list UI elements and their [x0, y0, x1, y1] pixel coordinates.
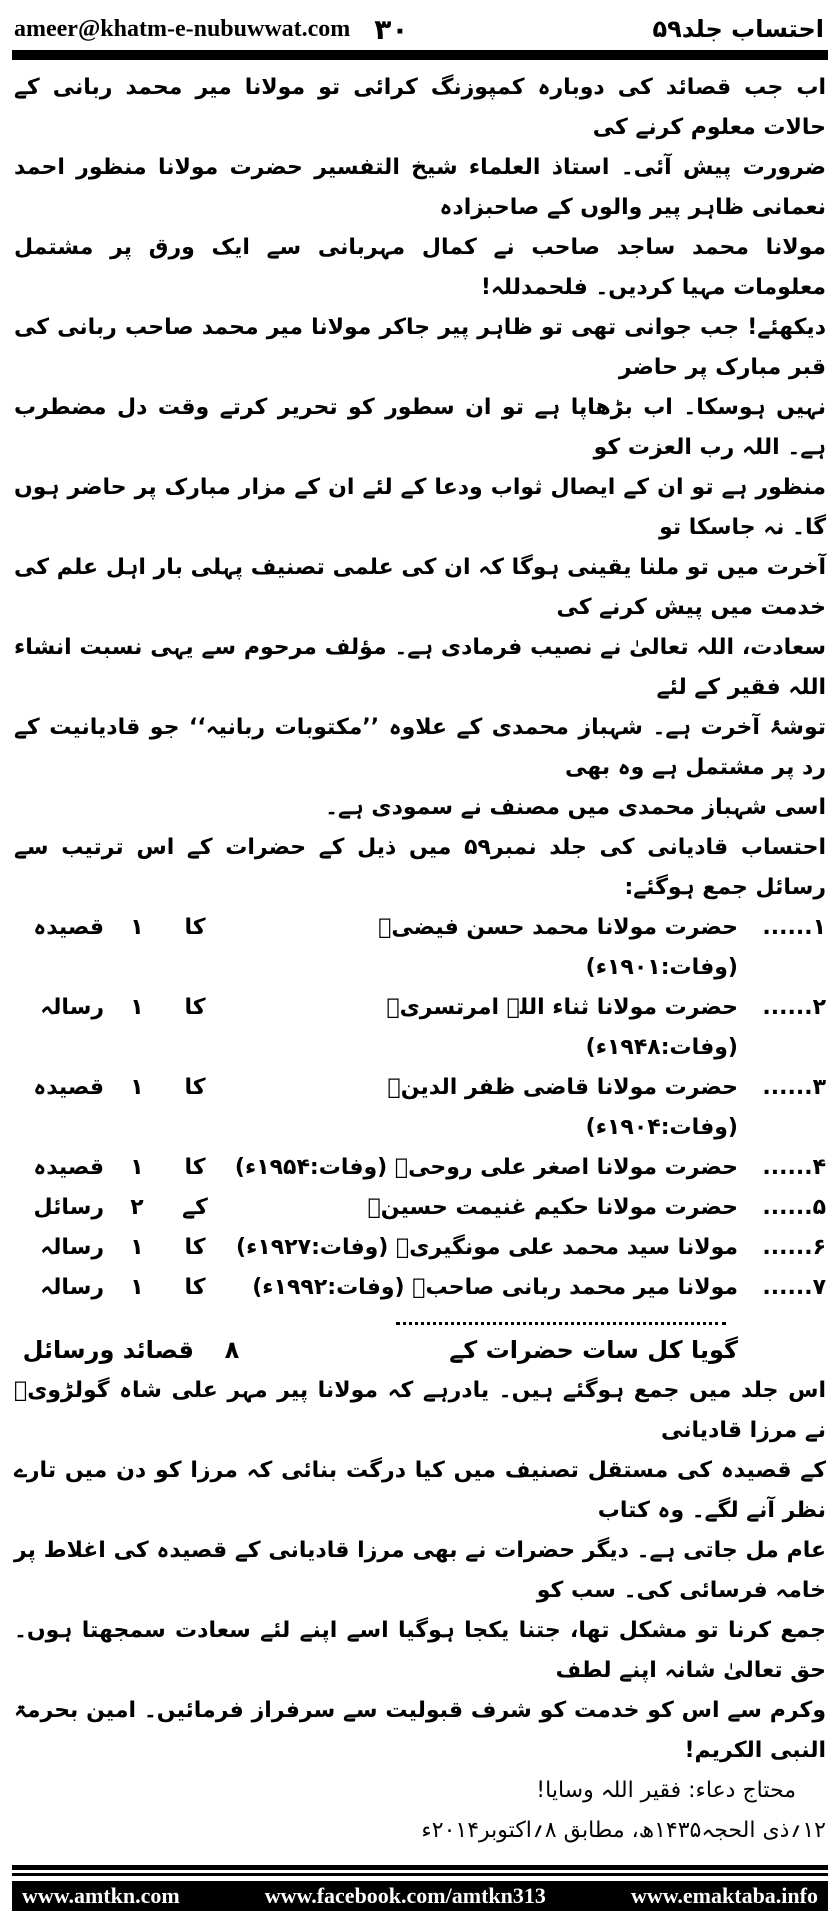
- item-name: حضرت مولانا اصغر علی روحیؒ (وفات:۱۹۵۴ء): [234, 1155, 738, 1180]
- item-link-word: کا: [184, 1155, 206, 1180]
- text-line: عام مل جاتی ہے۔ دیگر حضرات نے بھی مرزا قادیانی کے قصیدہ کی اغلاط پر خامہ فرسائی کی۔ سب کو: [14, 1538, 826, 1603]
- item-type: قصیدہ: [33, 1155, 104, 1180]
- header-left: [14, 13, 408, 46]
- list-item: [14, 1268, 826, 1308]
- summary-type: قصائد ورسائل: [22, 1336, 194, 1364]
- list-item: [14, 1148, 826, 1188]
- text-line: سعادت، اللہ تعالیٰ نے نصیب فرمادی ہے۔ مؤلف مرحوم سے یہی نسبت انشاء اللہ فقیر کے لئے: [14, 635, 826, 700]
- footer-rule-2: [12, 1873, 828, 1876]
- header-email: ameer@khatm-e-nubuwwat.com: [14, 15, 351, 42]
- list-item: [14, 1228, 826, 1268]
- item-name: حضرت مولانا محمد حسن فیضیؒ (وفات:۱۹۰۱ء): [378, 915, 738, 980]
- item-link-word: کا: [184, 995, 206, 1020]
- item-type: رسالہ: [40, 1235, 104, 1260]
- page-body: [14, 68, 826, 1851]
- list-item: [14, 988, 826, 1068]
- text-line: نہیں ہوسکا۔ اب بڑھاپا ہے تو ان سطور کو تحریر کرتے وقت دل مضطرب ہے۔ اللہ رب العزت کو: [14, 395, 826, 460]
- item-name: حضرت مولانا ثناء اللہ امرتسریؒ (وفات:۱۹۴۸ء): [386, 995, 738, 1060]
- text-line: توشۂ آخرت ہے۔ شہباز محمدی کے علاوہ ’’مکتوبات ربانیہ‘‘ جو قادیانیت کے رد پر مشتمل ہے وہ بھی: [14, 715, 826, 780]
- item-count: ۱: [130, 1235, 144, 1260]
- summary-row: [14, 1329, 826, 1371]
- item-number: ۷......: [762, 1275, 826, 1300]
- item-type: قصیدہ: [33, 915, 104, 940]
- item-link-word: کا: [184, 1275, 206, 1300]
- item-name: مولانا میر محمد ربانی صاحبؒ (وفات:۱۹۹۲ء): [252, 1275, 738, 1300]
- footer-link-facebook[interactable]: www.facebook.com/amtkn313: [264, 1883, 546, 1908]
- item-link-word: کا: [184, 1075, 206, 1100]
- item-count: ۱: [130, 1075, 144, 1100]
- item-count: ۱: [130, 1275, 144, 1300]
- text-line: کے قصیدہ کی مستقل تصنیف میں کیا درگت بنائی کہ مرزا کو دن میں تارے نظر آنے لگے۔ وہ کتاب: [14, 1458, 826, 1523]
- text-line: جمع کرنا تو مشکل تھا، جتنا یکجا ہوگیا اسے اپنے لئے سعادت سمجھتا ہوں۔ حق تعالیٰ شانہ اپنے لطف: [14, 1618, 826, 1683]
- footer: [0, 1865, 840, 1919]
- item-name: حضرت مولانا قاضی ظفر الدینؒ (وفات:۱۹۰۴ء): [387, 1075, 738, 1140]
- item-number: ۲......: [762, 995, 826, 1020]
- text-line: منظور ہے تو ان کے ایصال ثواب ودعا کے لئے ان کے مزار مبارک پر حاضر ہوں گا۔ نہ جاسکا تو: [14, 475, 826, 540]
- footer-bar: [12, 1881, 828, 1911]
- footer-link-emaktaba[interactable]: www.emaktaba.info: [630, 1883, 818, 1908]
- item-number: ۴......: [762, 1155, 826, 1180]
- dotted-divider: [396, 1308, 726, 1325]
- list-item: [14, 1188, 826, 1228]
- item-link-word: کا: [184, 915, 206, 940]
- item-count: ۱: [130, 995, 144, 1020]
- text-line: ضرورت پیش آئی۔ استاذ العلماء شیخ التفسیر حضرت مولانا منظور احمد نعمانی ظاہر پیر والوں کے صاحبزادہ: [14, 155, 826, 220]
- text-line: مولانا محمد ساجد صاحب نے کمال مہربانی سے ایک ورق پر مشتمل معلومات مہیا کردیں۔ فلحمدللہ!: [14, 235, 826, 300]
- item-name: حضرت مولانا حکیم غنیمت حسینؒ: [367, 1195, 738, 1220]
- item-number: ۱......: [762, 915, 826, 940]
- footer-link-amtkn[interactable]: www.amtkn.com: [22, 1883, 180, 1908]
- text-line: دیکھئے! جب جوانی تھی تو ظاہر پیر جاکر مولانا میر محمد صاحب ربانی کی قبر مبارک پر حاضر: [14, 315, 826, 380]
- text-line: وکرم سے اس کو خدمت کو شرف قبولیت سے سرفراز فرمائیں۔ امین بحرمۃ النبی الکریم!: [14, 1698, 826, 1763]
- item-count: ۲: [130, 1195, 144, 1220]
- item-type: رسالہ: [40, 1275, 104, 1300]
- list-item: [14, 1068, 826, 1148]
- item-link-word: کا: [184, 1235, 206, 1260]
- item-number: ۶......: [762, 1235, 826, 1260]
- summary-label: گویا کل سات حضرات کے: [449, 1336, 738, 1364]
- text-line: آخرت میں تو ملنا یقینی ہوگا کہ ان کی علمی تصنیف پہلی بار اہل علم کی خدمت میں پیش کرنے کی: [14, 555, 826, 620]
- item-number: ۵......: [762, 1195, 826, 1220]
- text-line: اسی شہباز محمدی میں مصنف نے سمودی ہے۔: [325, 795, 826, 820]
- text-line: اب جب قصائد کی دوبارہ کمپوزنگ کرائی تو مولانا میر محمد ربانی کے حالات معلوم کرنے کی: [14, 75, 826, 140]
- list-heading: احتساب قادیانی کی جلد نمبر۵۹ میں ذیل کے حضرات کے اس ترتیب سے رسائل جمع ہوگئے:: [14, 835, 826, 900]
- item-count: ۱: [130, 1155, 144, 1180]
- item-count: ۱: [130, 915, 144, 940]
- summary-count: ۸: [224, 1336, 240, 1364]
- page-number: ۳۰: [374, 12, 409, 46]
- signature: محتاج دعاء: فقیر اللہ وسایا!: [536, 1778, 796, 1803]
- volume-title: احتساب جلد۵۹: [652, 15, 824, 43]
- contents-list: [14, 908, 826, 1308]
- item-type: قصیدہ: [33, 1075, 104, 1100]
- list-item: [14, 908, 826, 988]
- item-type: رسالہ: [40, 995, 104, 1020]
- date-line: ۱۲؍ذی الحجہ۱۴۳۵ھ، مطابق ۸؍اکتوبر۲۰۱۴ء: [421, 1818, 826, 1843]
- page-header: [0, 0, 840, 50]
- item-number: ۳......: [762, 1075, 826, 1100]
- item-name: مولانا سید محمد علی مونگیریؒ (وفات:۱۹۲۷ء): [236, 1235, 738, 1260]
- header-rule: [12, 50, 828, 60]
- footer-rule-1: [12, 1865, 828, 1870]
- text-line: اس جلد میں جمع ہوگئے ہیں۔ یادرہے کہ مولانا پیر مہر علی شاہ گولڑویؒ نے مرزا قادیانی: [14, 1378, 826, 1443]
- item-link-word: کے: [182, 1195, 208, 1220]
- item-type: رسائل: [33, 1195, 104, 1220]
